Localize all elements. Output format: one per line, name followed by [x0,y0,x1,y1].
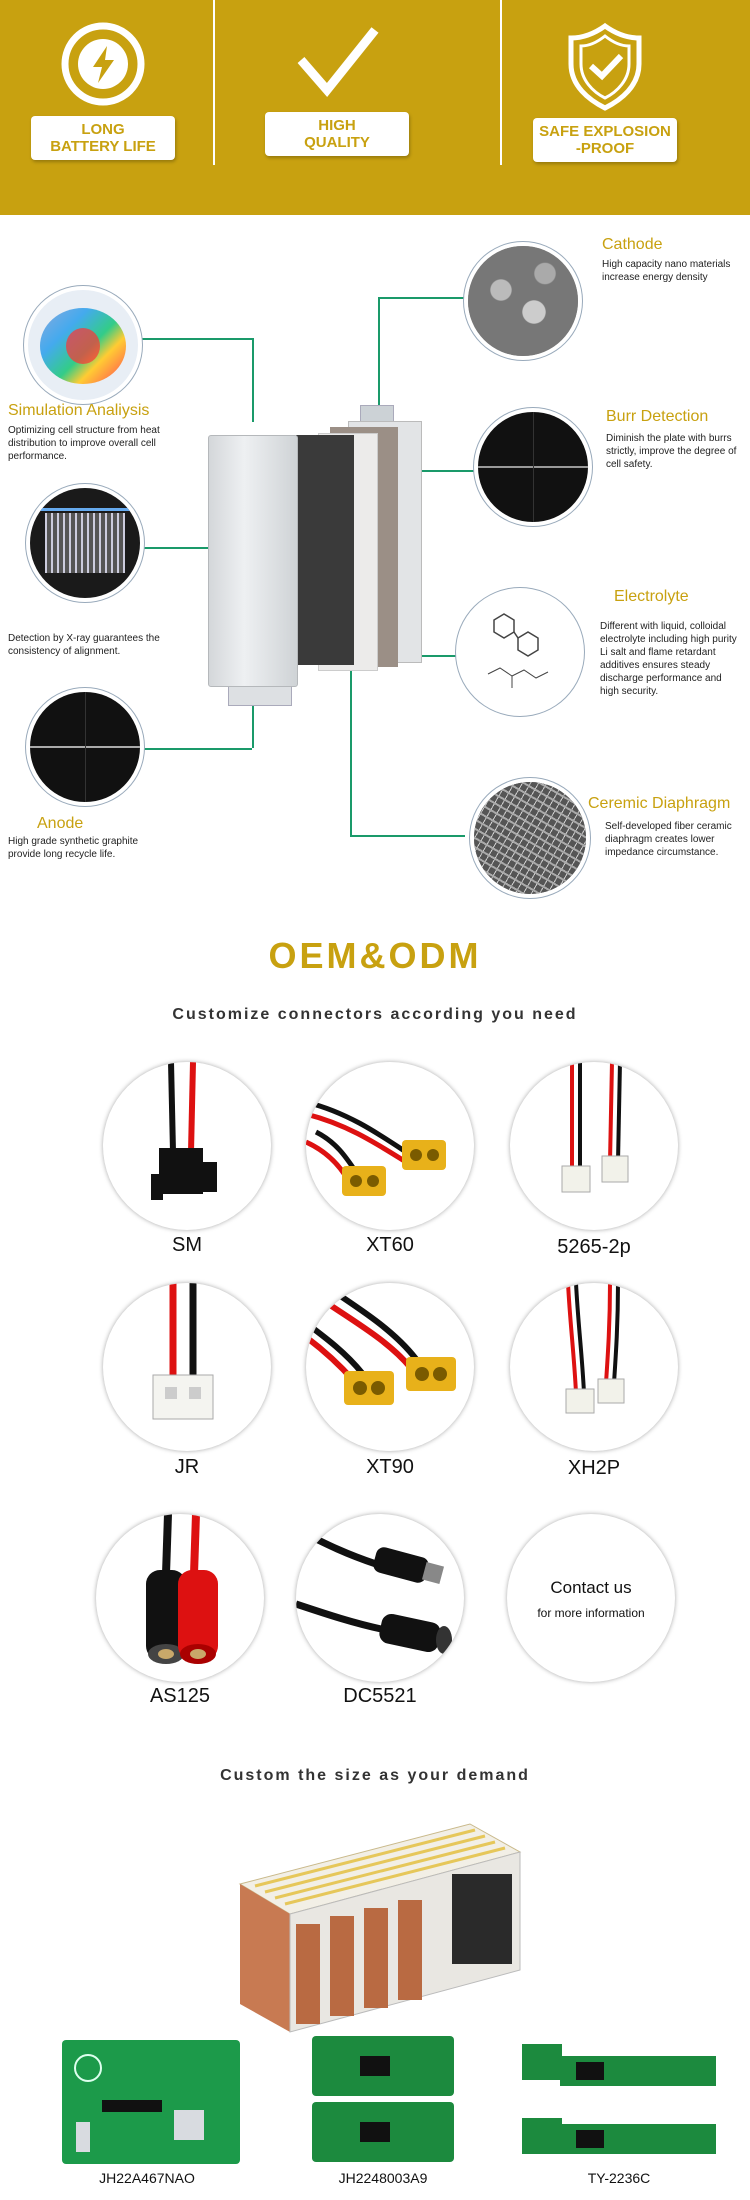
connector-label: AS125 [149,1685,211,1707]
connector-as125-image [96,1514,264,1682]
xray-desc: Detection by X-ray guarantees the consistency of alignment. [8,633,160,657]
anode-desc: High grade synthetic graphite provide long recycle life. [8,836,139,860]
diaphragm-image [474,782,586,894]
connector-xt60-image [306,1062,474,1230]
xt60-connector-icon [306,1062,474,1230]
connector-label: XT60 [366,1234,414,1256]
electrolyte-desc: Different with liquid, colloidal electrolyte including high purity Li salt and flame retardant additives ensures steady discharge performance and high security. [600,621,737,697]
molecule-icon [460,592,580,712]
connector-jr-image [103,1283,271,1451]
connector-line [350,835,465,837]
pcb-label: JH22A467NAO [99,2170,195,2186]
sm-connector-icon [103,1062,271,1230]
pcb-board-image [62,2040,240,2164]
5265-2p-connector-icon [510,1062,678,1230]
xt90-connector-icon [306,1283,474,1451]
cathode-desc: High capacity nano materials increase energy density [602,259,731,283]
banner-divider [500,0,502,165]
size-subtitle: Custom the size as your demand [220,1767,530,1784]
oem-title: OEM&ODM [268,935,482,976]
dc5521-connector-icon [296,1514,464,1682]
xray-image [30,488,140,598]
lightning-icon [59,20,147,108]
pcb-label: TY-2236C [587,2170,651,2186]
diaphragm-title: Ceremic Diaphragm [588,795,731,812]
contact-title: Contact us [550,1578,632,1597]
connector-label: SM [172,1234,202,1256]
as125-connector-icon [96,1514,264,1682]
simulation-image [28,290,138,400]
connector-line [378,297,380,407]
electrolyte-title: Electrolyte [614,588,689,605]
connector-label: XT90 [366,1456,414,1478]
jr-connector-icon [103,1283,271,1451]
connector-line [415,470,480,472]
feature-label: SAFE EXPLOSION -PROOF [533,118,677,162]
connector-label: JR [174,1456,200,1478]
simulation-desc: Optimizing cell structure from heat distribution to improve overall cell performance. [8,425,160,462]
banner-divider [213,0,215,165]
pcb-board-image [312,2036,454,2162]
battery-cell-illustration [208,405,420,705]
connector-label: DC5521 [343,1685,417,1707]
feature-label: HIGH QUALITY [265,112,409,156]
anode-image [30,692,140,802]
connector-xh2p-image [510,1283,678,1451]
connector-line [378,297,468,299]
contact-sub: for more information [537,1606,645,1620]
feature-label: LONG BATTERY LIFE [31,116,175,160]
checkmark-icon [289,20,385,108]
connector-line [252,700,254,748]
contact-us-button[interactable] [507,1514,675,1682]
pcb-board-image [522,2036,716,2162]
feature-safe-explosion-proof [515,20,695,170]
connector-label: XH2P [567,1457,621,1479]
cathode-title: Cathode [602,236,663,253]
shield-check-icon [561,20,649,112]
simulation-title: Simulation Analiysis [8,402,150,419]
battery-pack-illustration [220,1804,530,2036]
cathode-image [468,246,578,356]
diaphragm-desc: Self-developed fiber ceramic diaphragm creates lower impedance circumstance. [605,821,732,858]
electrolyte-image [460,592,580,712]
connector-5265-2p-image [510,1062,678,1230]
burr-detection-image [478,412,588,522]
burr-title: Burr Detection [606,408,709,425]
burr-desc: Diminish the plate with burrs strictly, improve the degree of cell safety. [606,433,737,470]
connector-dc5521-image [296,1514,464,1682]
feature-high-quality [247,20,427,170]
connectors-subtitle: Customize connectors according you need [172,1006,578,1023]
connector-xt90-image [306,1283,474,1451]
pcb-label: JH2248003A9 [338,2170,428,2186]
feature-long-battery-life [13,20,193,170]
connector-sm-image [103,1062,271,1230]
xh2p-connector-icon [510,1283,678,1451]
anode-title: Anode [37,815,84,832]
connector-label: 5265-2p [557,1236,631,1258]
